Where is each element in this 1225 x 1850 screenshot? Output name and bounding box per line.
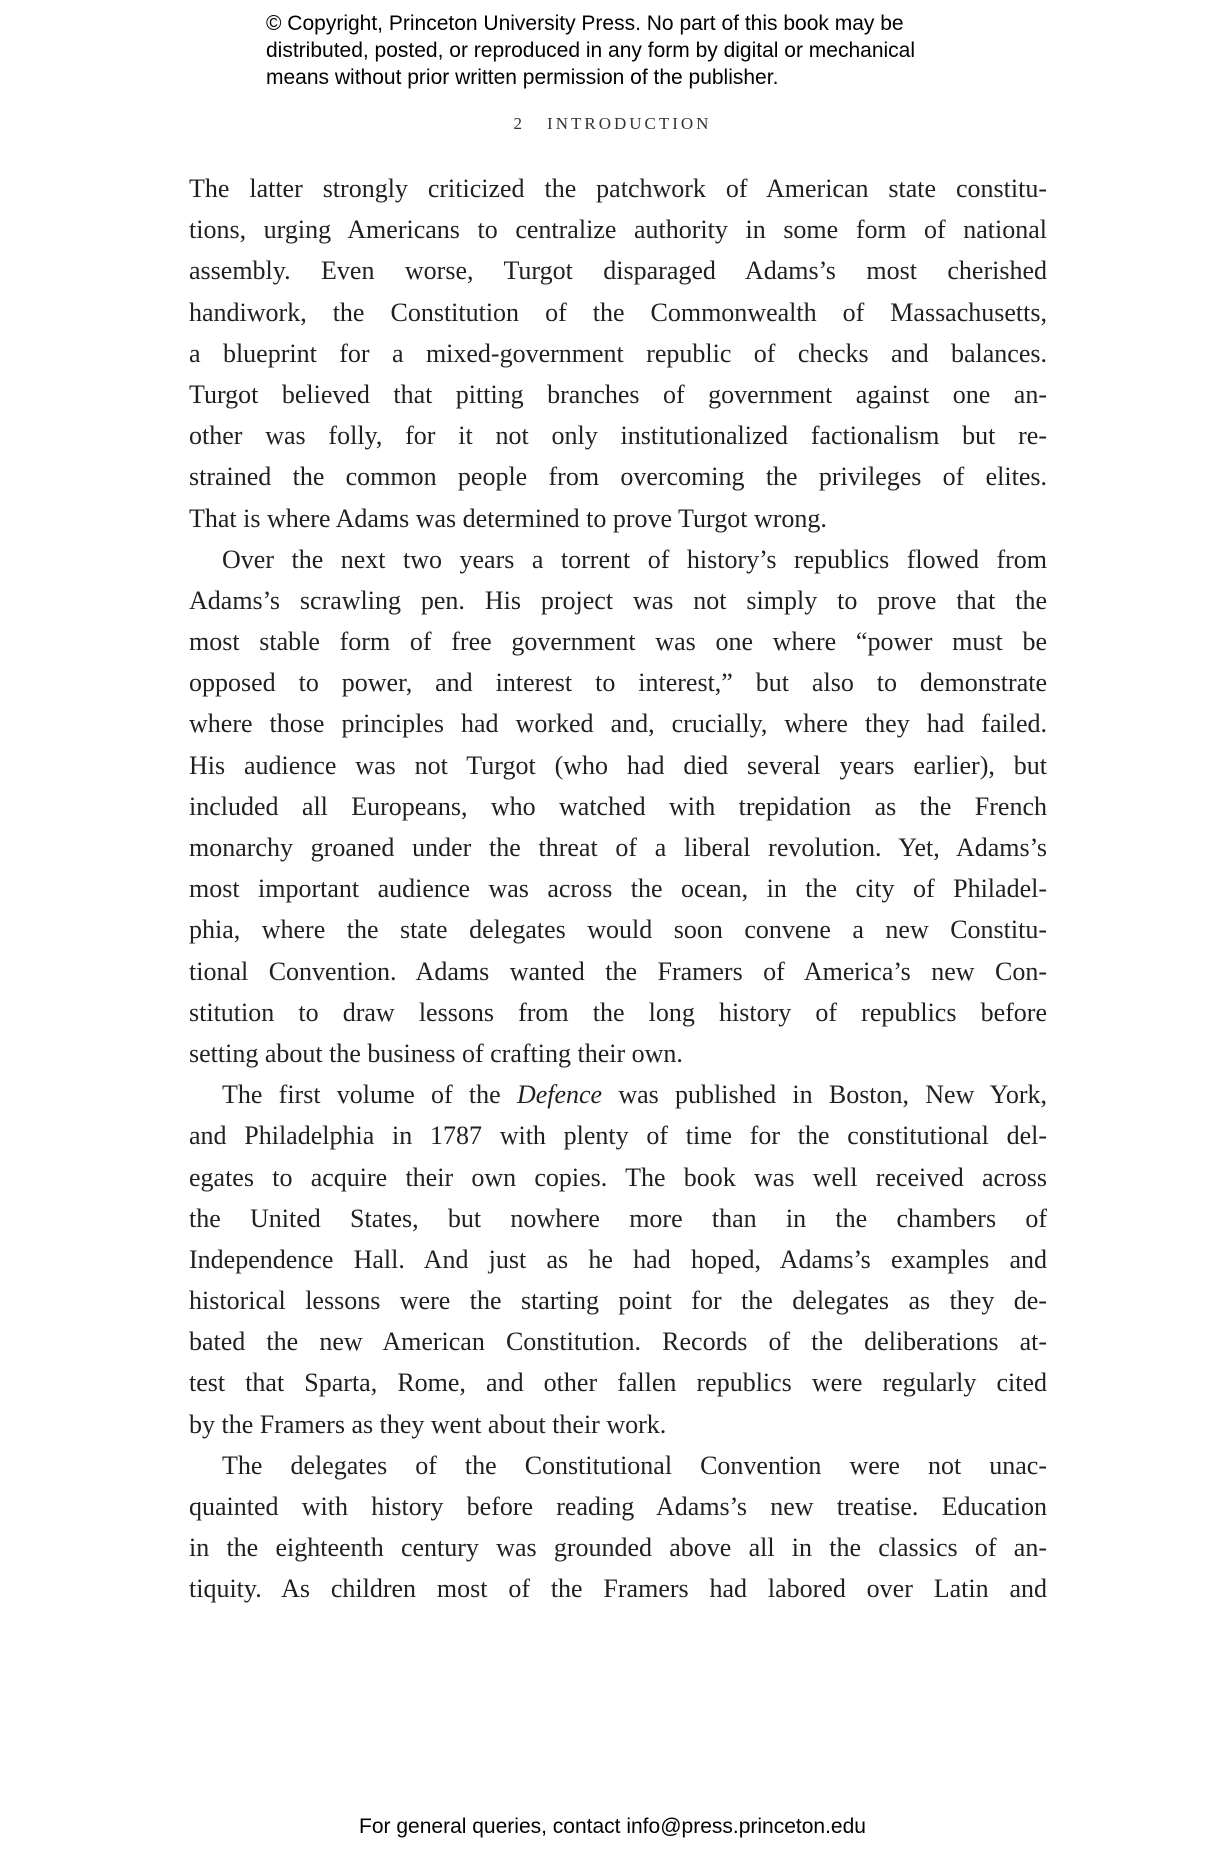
text-line: setting about the business of crafting their own. [189,1038,683,1068]
text-line: handiwork, the Constitution of the Commonwealth of Massachusetts, [189,297,1047,327]
page-number: 2 [513,114,526,133]
text-line: tions, urging Americans to centralize authority in some form of national [189,215,1047,245]
text-line: quainted with history before reading Adams’s new treatise. Education [189,1492,1047,1521]
body-text [189,168,1047,1610]
text-line: The latter strongly criticized the patchwork of American state constitu- [189,174,1047,203]
text-line: The delegates of the Constitutional Convention were not unac- [222,1450,1047,1480]
italic-title: Defence [516,1080,603,1110]
text-line: the United States, but nowhere more than in the chambers of [189,1203,1047,1233]
text-line: included all Europeans, who watched with trepidation as the French [189,791,1047,821]
text-segment: The first volume of the [222,1080,517,1110]
text-line: strained the common people from overcoming the privileges of elites. [189,462,1047,492]
text-line: stitution to draw lessons from the long history of republics before [189,997,1047,1027]
text-line: phia, where the state delegates would soon convene a new Constitu- [189,915,1047,945]
text-line: tional Convention. Adams wanted the Framers of America’s new Con- [189,956,1047,986]
chapter-title: INTRODUCTION [547,114,712,133]
text-line: His audience was not Turgot (who had died several years earlier), but [189,750,1047,780]
running-head [0,114,1225,134]
text-line: Turgot believed that pitting branches of government against one an- [189,379,1047,409]
text-line: in the eighteenth century was grounded above all in the classics of an- [189,1533,1047,1563]
text-line: by the Framers as they went about their work. [189,1409,667,1439]
text-line: monarchy groaned under the threat of a liberal revolution. Yet, Adams’s [189,833,1047,862]
text-segment: was published in Boston, New York, [602,1080,1047,1110]
text-line: most important audience was across the ocean, in the city of Philadel- [189,874,1047,904]
text-line: egates to acquire their own copies. The book was well received across [189,1162,1047,1192]
text-line: assembly. Even worse, Turgot disparaged Adams’s most cherished [189,256,1047,286]
text-line: and Philadelphia in 1787 with plenty of time for the constitutional del- [189,1121,1047,1151]
text-line [189,1074,1047,1115]
text-line: That is where Adams was determined to prove Turgot wrong. [189,503,827,533]
text-line: most stable form of free government was one where “power must be [189,627,1047,657]
text-line: test that Sparta, Rome, and other fallen republics were regularly cited [189,1368,1047,1398]
copyright-line: © Copyright, Princeton University Press. No part of this book may be [266,12,904,35]
text-line: opposed to power, and interest to interest,” but also to demonstrate [189,668,1047,698]
text-line: Over the next two years a torrent of history’s republics flowed from [222,544,1047,574]
text-line: Independence Hall. And just as he had hoped, Adams’s examples and [189,1244,1047,1274]
text-line: bated the new American Constitution. Records of the deliberations at- [189,1327,1047,1357]
text-line: a blueprint for a mixed-government republic of checks and balances. [189,338,1047,368]
text-line: other was folly, for it not only institutionalized factionalism but re- [189,421,1047,451]
copyright-line: means without prior written permission of the publisher. [266,66,779,89]
text-line: tiquity. As children most of the Framers had labored over Latin and [189,1574,1047,1604]
text-line: Adams’s scrawling pen. His project was not simply to prove that the [189,585,1047,615]
text-line: where those principles had worked and, crucially, where they had failed. [189,709,1047,739]
copyright-line: distributed, posted, or reproduced in any form by digital or mechanical [266,39,916,62]
footer-contact: For general queries, contact info@press.princeton.edu [359,1815,866,1838]
copyright-notice [266,10,915,91]
text-line: historical lessons were the starting point for the delegates as they de- [189,1286,1047,1316]
